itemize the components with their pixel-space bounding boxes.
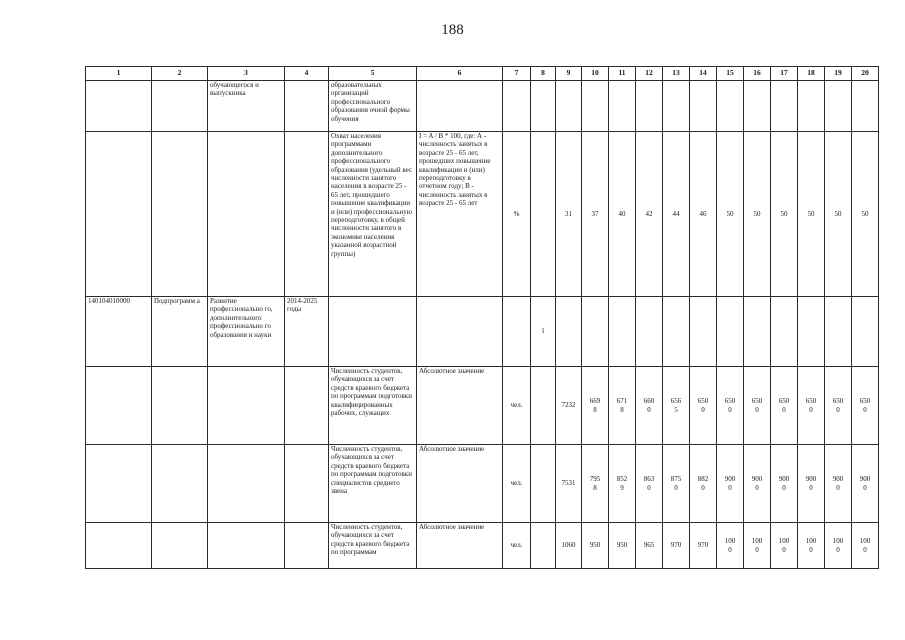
cell-c3 — [208, 523, 285, 569]
cell-c7: чел. — [503, 367, 531, 445]
table-row — [86, 367, 879, 445]
page-number: 188 — [441, 22, 464, 38]
cell-value-13 — [663, 81, 690, 132]
column-header-3: 3 — [208, 67, 285, 81]
cell-c2 — [152, 81, 208, 132]
column-header-1: 1 — [86, 67, 152, 81]
cell-c8: 1 — [531, 297, 556, 367]
cell-c1 — [86, 445, 152, 523]
cell-value-15 — [717, 297, 744, 367]
cell-value-9: 1060 — [556, 523, 582, 569]
cell-c3 — [208, 445, 285, 523]
cell-value-20: 650 0 — [852, 367, 879, 445]
cell-value-14: 970 — [690, 523, 717, 569]
cell-value-11: 40 — [609, 132, 636, 297]
cell-c3: обучающегося и выпускника — [208, 81, 285, 132]
cell-c8 — [531, 523, 556, 569]
cell-value-9: 7232 — [556, 367, 582, 445]
cell-value-13 — [663, 297, 690, 367]
table-row — [86, 445, 879, 523]
cell-value-12: 863 0 — [636, 445, 663, 523]
cell-value-10: 37 — [582, 132, 609, 297]
column-header-2: 2 — [152, 67, 208, 81]
cell-c4 — [285, 445, 329, 523]
cell-c4 — [285, 523, 329, 569]
cell-value-17 — [771, 81, 798, 132]
cell-c3: Развитие профессионально го, дополнительного профессионально го образования и науки — [208, 297, 285, 367]
cell-value-9: 7531 — [556, 445, 582, 523]
cell-value-10: 669 8 — [582, 367, 609, 445]
cell-value-15: 50 — [717, 132, 744, 297]
column-header-10: 10 — [582, 67, 609, 81]
table-row — [86, 523, 879, 569]
cell-c5: Численность студентов, обучающихся за счет средств краевого бюджета по программам подготовки специалистов среднего звена — [329, 445, 417, 523]
cell-value-19: 100 0 — [825, 523, 852, 569]
cell-value-16: 650 0 — [744, 367, 771, 445]
cell-c4: 2014-2025 годы — [285, 297, 329, 367]
cell-c5: Численность студентов, обучающихся за счет средств краевого бюджета по программам — [329, 523, 417, 569]
indicators-table — [85, 66, 879, 569]
cell-c1 — [86, 523, 152, 569]
column-header-19: 19 — [825, 67, 852, 81]
cell-c6 — [417, 81, 503, 132]
column-header-5: 5 — [329, 67, 417, 81]
cell-c4 — [285, 367, 329, 445]
cell-c1 — [86, 367, 152, 445]
cell-c3 — [208, 367, 285, 445]
cell-c7: чел. — [503, 445, 531, 523]
cell-value-15: 900 0 — [717, 445, 744, 523]
column-header-4: 4 — [285, 67, 329, 81]
table-row — [86, 297, 879, 367]
column-header-16: 16 — [744, 67, 771, 81]
cell-value-18: 650 0 — [798, 367, 825, 445]
cell-c5: Численность студентов, обучающихся за счет средств краевого бюджета по программам подготовки квалифицированных рабочих, служащих — [329, 367, 417, 445]
cell-c6: I = A / B * 100, где: А - численность занятых в возрасте 25 - 65 лет, прошедших повышение квалификации и (или) переподготовку в отчетном году; В - численность занятых в возрасте 25 - 65 лет — [417, 132, 503, 297]
cell-c8 — [531, 132, 556, 297]
cell-value-12: 965 — [636, 523, 663, 569]
cell-value-10 — [582, 81, 609, 132]
cell-value-17: 100 0 — [771, 523, 798, 569]
cell-c1 — [86, 132, 152, 297]
cell-value-17: 50 — [771, 132, 798, 297]
cell-c8 — [531, 445, 556, 523]
cell-value-9 — [556, 297, 582, 367]
column-header-18: 18 — [798, 67, 825, 81]
cell-value-16: 50 — [744, 132, 771, 297]
cell-c6: Абсолютное значение — [417, 445, 503, 523]
cell-value-13: 970 — [663, 523, 690, 569]
cell-c8 — [531, 81, 556, 132]
cell-value-10: 950 — [582, 523, 609, 569]
cell-value-12: 660 0 — [636, 367, 663, 445]
cell-value-18: 50 — [798, 132, 825, 297]
cell-value-19 — [825, 297, 852, 367]
cell-c1: 140104010000 — [86, 297, 152, 367]
cell-value-17: 900 0 — [771, 445, 798, 523]
column-header-20: 20 — [852, 67, 879, 81]
cell-value-20: 100 0 — [852, 523, 879, 569]
cell-value-14 — [690, 297, 717, 367]
column-header-9: 9 — [556, 67, 582, 81]
cell-value-16: 100 0 — [744, 523, 771, 569]
cell-c4 — [285, 132, 329, 297]
cell-value-20 — [852, 81, 879, 132]
cell-c6: Абсолютное значение — [417, 523, 503, 569]
cell-value-20 — [852, 297, 879, 367]
column-header-7: 7 — [503, 67, 531, 81]
column-header-17: 17 — [771, 67, 798, 81]
cell-value-17: 650 0 — [771, 367, 798, 445]
cell-value-13: 875 0 — [663, 445, 690, 523]
cell-value-15: 100 0 — [717, 523, 744, 569]
cell-c5: образовательных организаций профессионального образования очной формы обучения — [329, 81, 417, 132]
cell-value-20: 50 — [852, 132, 879, 297]
cell-value-19: 650 0 — [825, 367, 852, 445]
cell-value-13: 656 5 — [663, 367, 690, 445]
cell-c6: Абсолютное значение — [417, 367, 503, 445]
cell-value-9 — [556, 81, 582, 132]
cell-value-17 — [771, 297, 798, 367]
cell-value-18 — [798, 297, 825, 367]
cell-value-11: 852 9 — [609, 445, 636, 523]
cell-c7 — [503, 81, 531, 132]
cell-value-10 — [582, 297, 609, 367]
cell-value-14: 46 — [690, 132, 717, 297]
cell-value-19: 50 — [825, 132, 852, 297]
cell-value-16 — [744, 81, 771, 132]
cell-value-20: 900 0 — [852, 445, 879, 523]
cell-value-12: 42 — [636, 132, 663, 297]
cell-c7: чел. — [503, 523, 531, 569]
cell-c2 — [152, 132, 208, 297]
cell-value-14: 650 0 — [690, 367, 717, 445]
cell-c6 — [417, 297, 503, 367]
cell-value-13: 44 — [663, 132, 690, 297]
cell-value-11 — [609, 297, 636, 367]
cell-c2 — [152, 445, 208, 523]
cell-c3 — [208, 132, 285, 297]
table-row — [86, 81, 879, 132]
cell-value-18 — [798, 81, 825, 132]
cell-value-16 — [744, 297, 771, 367]
cell-value-11: 671 8 — [609, 367, 636, 445]
header-row — [86, 67, 879, 81]
column-header-13: 13 — [663, 67, 690, 81]
cell-value-15 — [717, 81, 744, 132]
cell-value-18: 900 0 — [798, 445, 825, 523]
cell-c7: % — [503, 132, 531, 297]
cell-value-11: 950 — [609, 523, 636, 569]
cell-c7 — [503, 297, 531, 367]
column-header-11: 11 — [609, 67, 636, 81]
cell-c2: Подпрограмм а — [152, 297, 208, 367]
cell-value-12 — [636, 81, 663, 132]
cell-value-16: 900 0 — [744, 445, 771, 523]
cell-value-14: 882 0 — [690, 445, 717, 523]
column-header-15: 15 — [717, 67, 744, 81]
cell-value-19: 900 0 — [825, 445, 852, 523]
cell-value-19 — [825, 81, 852, 132]
cell-value-18: 100 0 — [798, 523, 825, 569]
column-header-6: 6 — [417, 67, 503, 81]
column-header-12: 12 — [636, 67, 663, 81]
cell-value-12 — [636, 297, 663, 367]
cell-value-14 — [690, 81, 717, 132]
cell-c8 — [531, 367, 556, 445]
cell-value-9: 31 — [556, 132, 582, 297]
cell-c5 — [329, 297, 417, 367]
column-header-14: 14 — [690, 67, 717, 81]
cell-c5: Охват населения программами дополнительного профессионального образования (удельный вес численности занятого населения в возрасте 25 - 65 лет, прошедшего повышение квалификации и (или) профессиональную переподготовку, в общей численности занятого в экономике населения указанной возрастной группы) — [329, 132, 417, 297]
cell-value-15: 650 0 — [717, 367, 744, 445]
cell-c2 — [152, 523, 208, 569]
cell-value-10: 795 8 — [582, 445, 609, 523]
column-header-8: 8 — [531, 67, 556, 81]
cell-c2 — [152, 367, 208, 445]
table-row — [86, 132, 879, 297]
cell-value-11 — [609, 81, 636, 132]
cell-c4 — [285, 81, 329, 132]
cell-c1 — [86, 81, 152, 132]
